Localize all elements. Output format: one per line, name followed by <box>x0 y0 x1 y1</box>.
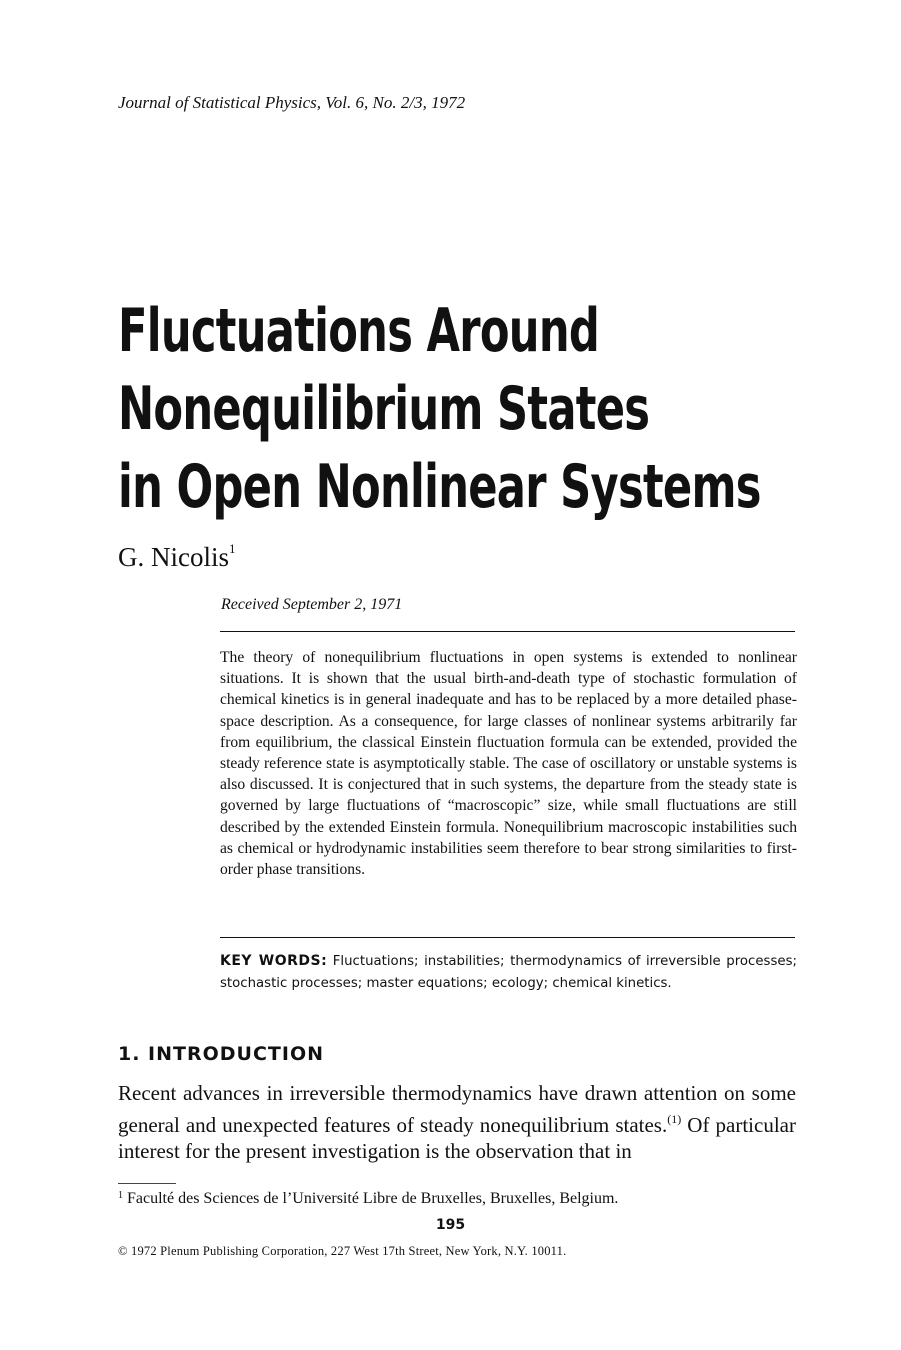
keywords-label: KEY WORDS: <box>220 953 328 969</box>
page-number: 195 <box>435 1217 466 1233</box>
intro-text-start: Recent advances in irreversible thermodynamics have drawn attention on some general and unexpected features of steady nonequilibrium states. <box>118 1081 796 1137</box>
intro-text-end: Of particular interest for the present investigation is the observation that in <box>118 1113 796 1163</box>
footnote-rule <box>118 1183 176 1184</box>
title-line-3: in Open Nonlinear Systems <box>118 452 761 522</box>
keywords-text: Fluctuations; instabilities; thermodynamics of irreversible processes; stochastic processes; master equations; ecology; chemical kinetics. <box>220 954 797 991</box>
abstract: The theory of nonequilibrium fluctuations in open systems is extended to nonlinear situations. It is shown that the usual birth-and-death type of stochastic formulation of chemical kinetics is in general inadequate and has to be replaced by a more detailed phase-space description. As a consequence, for large classes of nonlinear systems arbitrarily far from equilibrium, the classical Einstein fluctuation formula can be extended, provided the steady reference state is asymptotically stable. The case of oscillatory or unstable systems is also discussed. It is conjectured that in such systems, the departure from the steady state is governed by large fluctuations of “macroscopic” size, while small fluctuations are still described by the extended Einstein formula. Nonequilibrium macroscopic instabilities such as chemical or hydrodynamic instabilities seem therefore to bear strong similarities to first-order phase transitions. <box>220 649 797 879</box>
footnote-mark: 1 <box>118 1190 123 1201</box>
author <box>118 541 236 573</box>
received-date: Received September 2, 1971 <box>221 596 403 613</box>
footnote <box>118 1190 618 1208</box>
section-heading: 1. INTRODUCTION <box>118 1043 324 1065</box>
abstract-bottom-rule <box>220 937 795 938</box>
paper-title <box>118 292 761 526</box>
abstract-top-rule <box>220 631 795 632</box>
keywords <box>220 950 797 995</box>
title-line-2: Nonequilibrium States <box>118 374 650 444</box>
author-footnote-mark: 1 <box>229 541 236 556</box>
journal-citation: Journal of Statistical Physics, Vol. 6, No. 2/3, 1972 <box>118 93 466 112</box>
footnote-text: Faculté des Sciences de l’Université Libre de Bruxelles, Bruxelles, Belgium. <box>127 1190 619 1207</box>
title-line-1: Fluctuations Around <box>118 296 600 366</box>
copyright-line: © 1972 Plenum Publishing Corporation, 227 West 17th Street, New York, N.Y. 10011. <box>118 1244 567 1258</box>
introduction-paragraph <box>118 1080 796 1164</box>
reference-mark: (1) <box>667 1112 682 1126</box>
author-name: G. Nicolis <box>118 542 229 572</box>
